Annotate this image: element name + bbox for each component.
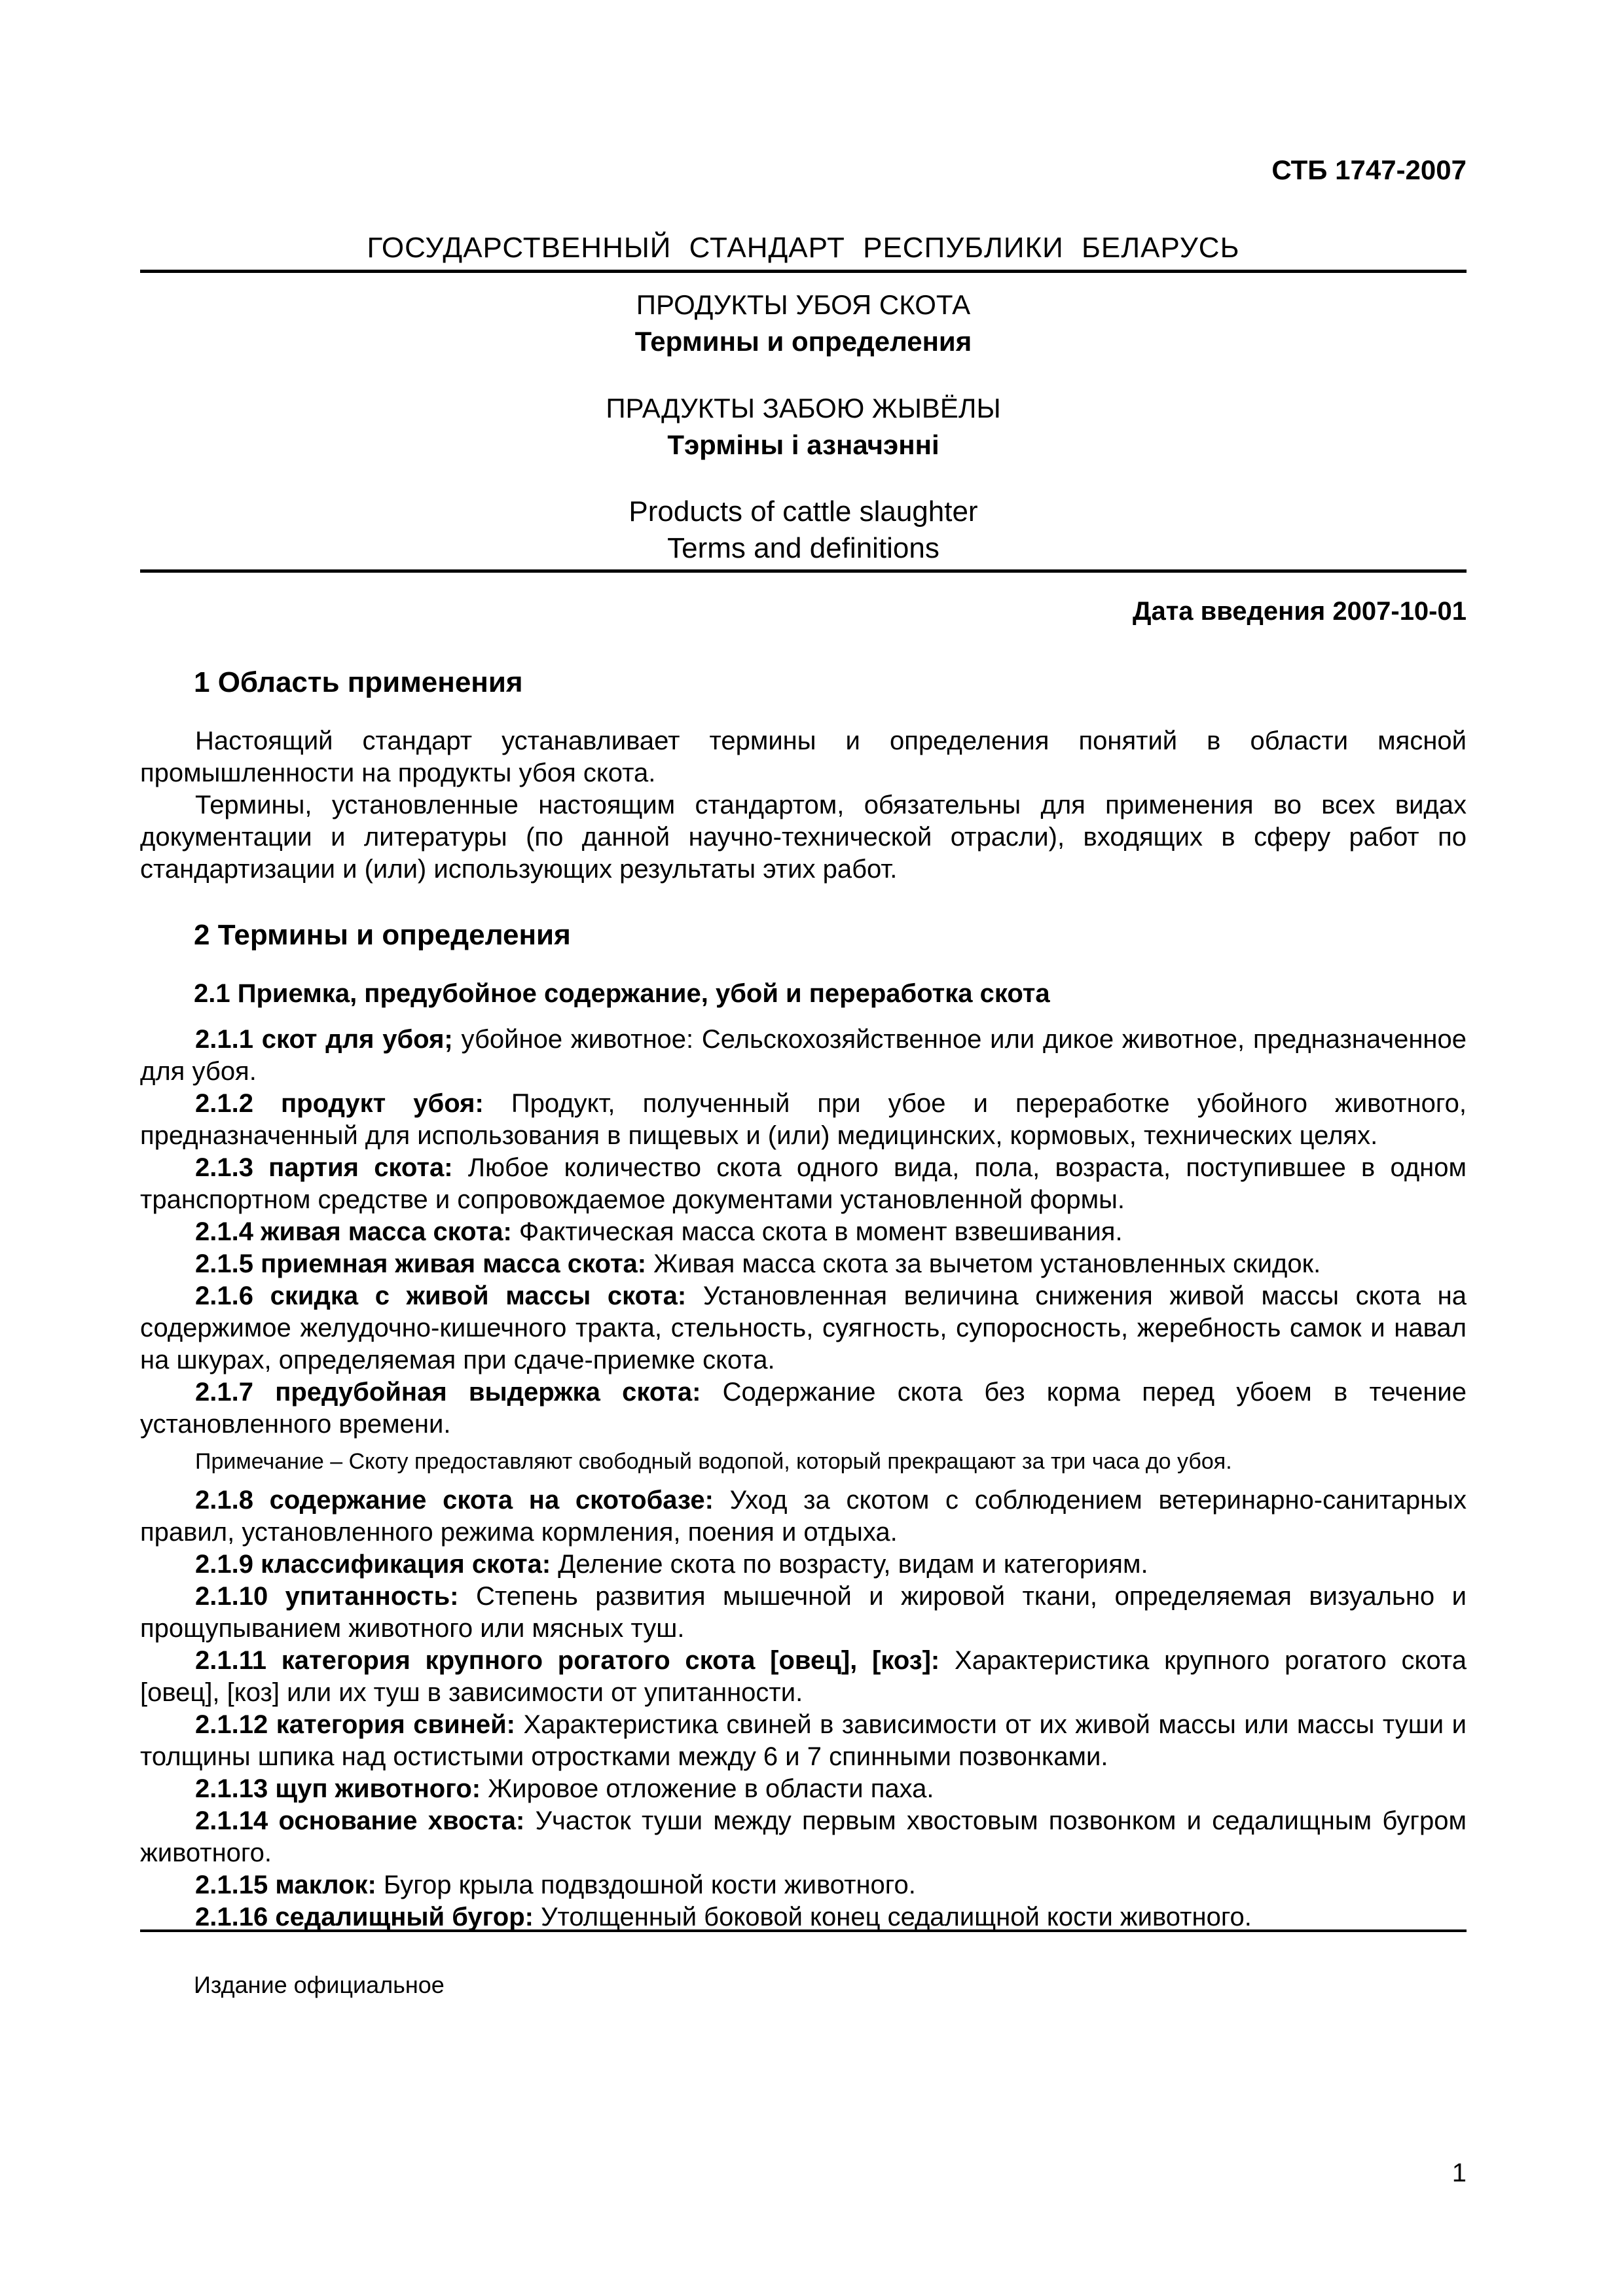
title-block-by bbox=[140, 390, 1467, 463]
term-name: 2.1.1 скот для убоя; bbox=[195, 1025, 453, 1054]
by-subtitle: Тэрміны і азначэнні bbox=[667, 429, 939, 460]
term-name: 2.1.7 предубойная выдержка скота: bbox=[195, 1378, 701, 1407]
section-2-heading: 2 Термины и определения bbox=[194, 919, 571, 951]
term-definition: Любое количество скота одного вида, пола, возраста, поступившее в одном транспортном средстве и сопровождаемое документами установленной формы. bbox=[140, 1153, 1467, 1214]
section-1-paragraph: Настоящий стандарт устанавливает термины и определения понятий в области мясной промышленности на продукты убоя скота. bbox=[140, 726, 1467, 787]
title-bottom-rule bbox=[140, 569, 1467, 573]
term-entry bbox=[140, 1088, 1467, 1152]
term-name: 2.1.14 основание хвоста: bbox=[195, 1806, 525, 1835]
official-edition-label: Издание официальное bbox=[194, 1971, 445, 1998]
terms-group-a bbox=[140, 1024, 1467, 1441]
term-entry bbox=[140, 1709, 1467, 1773]
subsection-2-1-heading: 2.1 Приемка, предубойное содержание, убой и переработка скота bbox=[194, 979, 1050, 1008]
term-name: 2.1.3 партия скота: bbox=[195, 1153, 453, 1182]
term-entry bbox=[140, 1024, 1467, 1088]
term-definition: Фактическая масса скота в момент взвешивания. bbox=[511, 1217, 1123, 1246]
term-entry bbox=[140, 1581, 1467, 1645]
term-name: 2.1.2 продукт убоя: bbox=[195, 1089, 484, 1118]
term-name: 2.1.5 приемная живая масса скота: bbox=[195, 1249, 647, 1278]
term-entry bbox=[140, 1152, 1467, 1216]
introduction-date: Дата введения 2007-10-01 bbox=[1132, 597, 1467, 626]
page-number: 1 bbox=[1451, 2159, 1467, 2187]
term-definition: Деление скота по возрасту, видам и категориям. bbox=[551, 1550, 1148, 1579]
en-subtitle: Terms and definitions bbox=[667, 532, 939, 564]
term-name: 2.1.10 упитанность: bbox=[195, 1582, 459, 1611]
term-definition: Продукт, полученный при убое и переработке убойного животного, предназначенный для использования в пищевых и (или) медицинских, кормовых, технических целях. bbox=[140, 1089, 1467, 1150]
note: Примечание – Скоту предоставляют свободный водопой, который прекращают за три часа до убоя. bbox=[195, 1449, 1232, 1474]
ru-title: ПРОДУКТЫ УБОЯ СКОТА bbox=[636, 289, 971, 320]
term-entry bbox=[140, 1484, 1467, 1549]
term-entry bbox=[140, 1645, 1467, 1709]
terms-group-b bbox=[140, 1484, 1467, 1933]
footer-rule bbox=[140, 1929, 1467, 1932]
term-definition: Содержание скота без корма перед убоем в течение установленного времени. bbox=[140, 1378, 1467, 1439]
term-name: 2.1.8 содержание скота на скотобазе: bbox=[195, 1486, 714, 1515]
term-definition: Участок туши между первым хвостовым позвонком и седалищным бугром животного. bbox=[140, 1806, 1467, 1867]
section-1-body bbox=[140, 725, 1467, 886]
term-name: 2.1.12 категория свиней: bbox=[195, 1710, 515, 1739]
term-entry bbox=[140, 1549, 1467, 1581]
term-entry bbox=[140, 1805, 1467, 1869]
term-definition: Жировое отложение в области паха. bbox=[481, 1774, 934, 1803]
term-name: 2.1.9 классификация скота: bbox=[195, 1550, 551, 1579]
term-definition: Уход за скотом с соблюдением ветеринарно-санитарных правил, установленного режима кормления, поения и отдыха. bbox=[140, 1486, 1467, 1547]
term-definition: Степень развития мышечной и жировой ткани, определяемая визуально и прощупыванием животного или мясных туш. bbox=[140, 1582, 1467, 1643]
term-name: 2.1.6 скидка с живой массы скота: bbox=[195, 1282, 687, 1310]
term-entry bbox=[140, 1216, 1467, 1248]
term-definition: Характеристика свиней в зависимости от их живой массы или массы туши и толщины шпика над остистыми отростками между 6 и 7 спинными позвонками. bbox=[140, 1710, 1467, 1771]
term-name: 2.1.13 щуп животного: bbox=[195, 1774, 481, 1803]
term-name: 2.1.11 категория крупного рогатого скота [овец], [коз]: bbox=[195, 1646, 940, 1675]
ru-subtitle: Термины и определения bbox=[634, 326, 972, 357]
term-entry bbox=[140, 1376, 1467, 1441]
top-rule bbox=[140, 270, 1467, 273]
term-definition: Характеристика крупного рогатого скота [овец], [коз] или их туш в зависимости от упитанности. bbox=[140, 1646, 1467, 1707]
term-definition: Установленная величина снижения живой массы скота на содержимое желудочно-кишечного тракта, стельность, суягность, супоросность, жеребность самок и навал на шкурах, определяемая при сдаче-приемке скота. bbox=[140, 1282, 1467, 1374]
state-standard-heading: ГОСУДАРСТВЕННЫЙ СТАНДАРТ РЕСПУБЛИКИ БЕЛАРУСЬ bbox=[367, 232, 1240, 264]
title-block-ru bbox=[140, 287, 1467, 360]
en-title: Products of cattle slaughter bbox=[629, 495, 978, 528]
term-definition: Бугор крыла подвздошной кости животного. bbox=[376, 1871, 916, 1899]
standard-code: СТБ 1747-2007 bbox=[1271, 154, 1467, 185]
term-definition: Утолщенный боковой конец седалищной кости животного. bbox=[533, 1903, 1252, 1931]
term-name: 2.1.15 маклок: bbox=[195, 1871, 376, 1899]
term-name: 2.1.16 седалищный бугор: bbox=[195, 1903, 534, 1931]
by-title: ПРАДУКТЫ ЗАБОЮ ЖЫВЁЛЫ bbox=[606, 393, 1001, 423]
term-entry bbox=[140, 1248, 1467, 1280]
term-definition: убойное животное: Сельскохозяйственное или дикое животное, предназначенное для убоя. bbox=[140, 1025, 1467, 1086]
term-entry bbox=[140, 1869, 1467, 1901]
term-entry bbox=[140, 1280, 1467, 1376]
term-entry bbox=[140, 1901, 1467, 1933]
term-definition: Живая масса скота за вычетом установленных скидок. bbox=[646, 1249, 1321, 1278]
term-name: 2.1.4 живая масса скота: bbox=[195, 1217, 512, 1246]
term-entry bbox=[140, 1773, 1467, 1805]
section-1-heading: 1 Область применения bbox=[194, 666, 523, 698]
title-block-en bbox=[140, 493, 1467, 567]
section-1-paragraph: Термины, установленные настоящим стандартом, обязательны для применения во всех видах документации и литературы (по данной научно-технической отрасли), входящих в сферу работ по стандартизации и (или) использующих результаты этих работ. bbox=[140, 791, 1467, 884]
terms-list bbox=[140, 1024, 1467, 1933]
